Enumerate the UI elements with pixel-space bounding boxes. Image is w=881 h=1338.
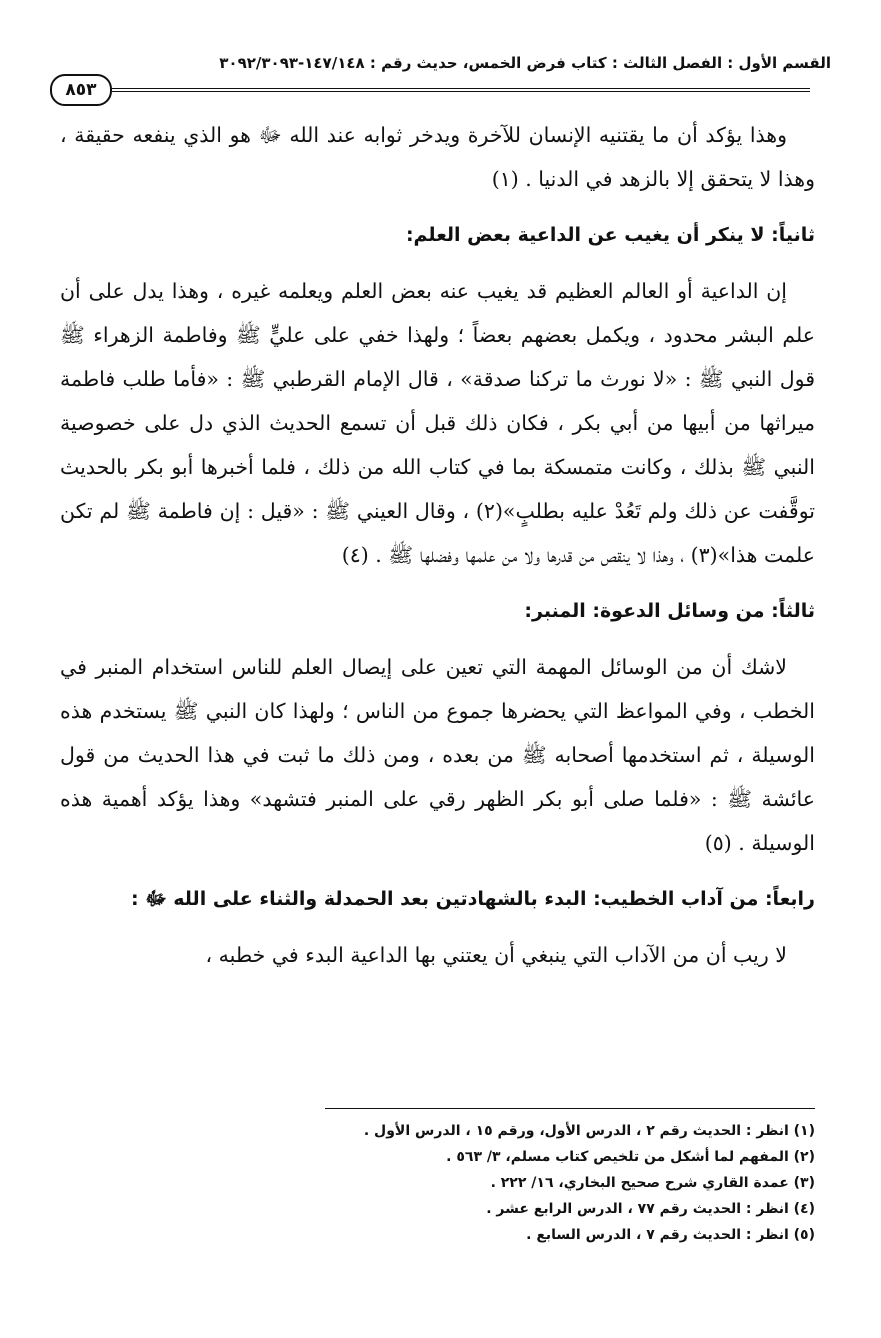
section-heading-2: ثانياً: لا ينكر أن يغيب عن الداعية بعض العلم: [405, 224, 815, 246]
footnote-1: (١) انظر : الحديث رقم ٢ ، الدرس الأول، ورقم ١٥ ، الدرس الأول . [363, 1123, 815, 1139]
running-header: القسم الأول : الفصل الثالث : كتاب فرض الخمس، حديث رقم : ١٤٧/١٤٨-٣٠٩٢/٣٠٩٣ [219, 54, 831, 72]
paragraph-2: إن الداعية أو العالم العظيم قد يغيب عنه بعض العلم ويعلمه غيره ، وهذا يدل على أن علم البشر محدود ، ويكمل بعضهم بعضاً ؛ ولهذا خفي على عليٍّ ﷺ وفاطمة الزهراء ﷺ قول النبي ﷺ : «لا نورث ما تركنا صدقة» ، قال الإمام القرطبي ﷺ : «فأما طلب فاطمة ميراثها من أبيها من أبي بكر ، فكان ذلك قبل أن تسمع الحديث الذي دل على خصوصية النبي ﷺ بذلك ، وكانت متمسكة بما في كتاب الله من ذلك ، فلما أخبرها أبو بكر بالحديث توقَّفت عن ذلك ولم تَعُدْ عليه بطلبٍ»(٢) ، وقال العيني ﷺ : «قيل : إن فاطمة ﷺ لم تكن علمت هذا»(٣) ، وهذا لا ينقص من قدرها ولا من علمها وفضلها ﷺ . (٤) [60, 279, 815, 567]
paragraph-1: وهذا يؤكد أن ما يقتنيه الإنسان للآخرة ويدخر ثوابه عند الله ﷻ هو الذي ينفعه حقيقة ، وهذا لا يتحقق إلا بالزهد في الدنيا . (١) [60, 123, 815, 191]
footnote-5: (٥) انظر : الحديث رقم ٧ ، الدرس السابع . [526, 1227, 815, 1243]
footnotes [115, 1118, 815, 1248]
paragraph-4: لا ريب أن من الآداب التي ينبغي أن يعتني بها الداعية البدء في خطبه ، [205, 943, 787, 967]
header-rule [112, 88, 810, 92]
page-number: ٨٥٣ [50, 74, 112, 106]
footnote-3: (٣) عمدة القاري شرح صحيح البخاري، ١٦/ ٢٢٢ . [490, 1175, 815, 1191]
section-heading-3: ثالثاً: من وسائل الدعوة: المنبر: [524, 600, 815, 622]
section-heading-4: رابعاً: من آداب الخطيب: البدء بالشهادتين بعد الحمدلة والثناء على الله ﷻ : [131, 888, 815, 910]
footnote-4: (٤) انظر : الحديث رقم ٧٧ ، الدرس الرابع عشر . [486, 1201, 815, 1217]
footnote-rule [325, 1108, 815, 1109]
paragraph-3: لاشك أن من الوسائل المهمة التي تعين على إيصال العلم للناس استخدام المنبر في الخطب ، وفي المواعظ التي يحضرها جموع من الناس ؛ ولهذا كان النبي ﷺ يستخدم هذه الوسيلة ، ثم استخدمها أصحابه ﷺ من بعده ، ومن ذلك ما ثبت في هذا الحديث من قول عائشة ﷺ : «فلما صلى أبو بكر الظهر رقي على المنبر فتشهد» وهذا يؤكد أهمية هذه الوسيلة . (٥) [60, 655, 815, 855]
main-text [60, 113, 815, 977]
footnote-2: (٢) المفهم لما أشكل من تلخيص كتاب مسلم، ٣/ ٥٦٣ . [446, 1149, 815, 1165]
